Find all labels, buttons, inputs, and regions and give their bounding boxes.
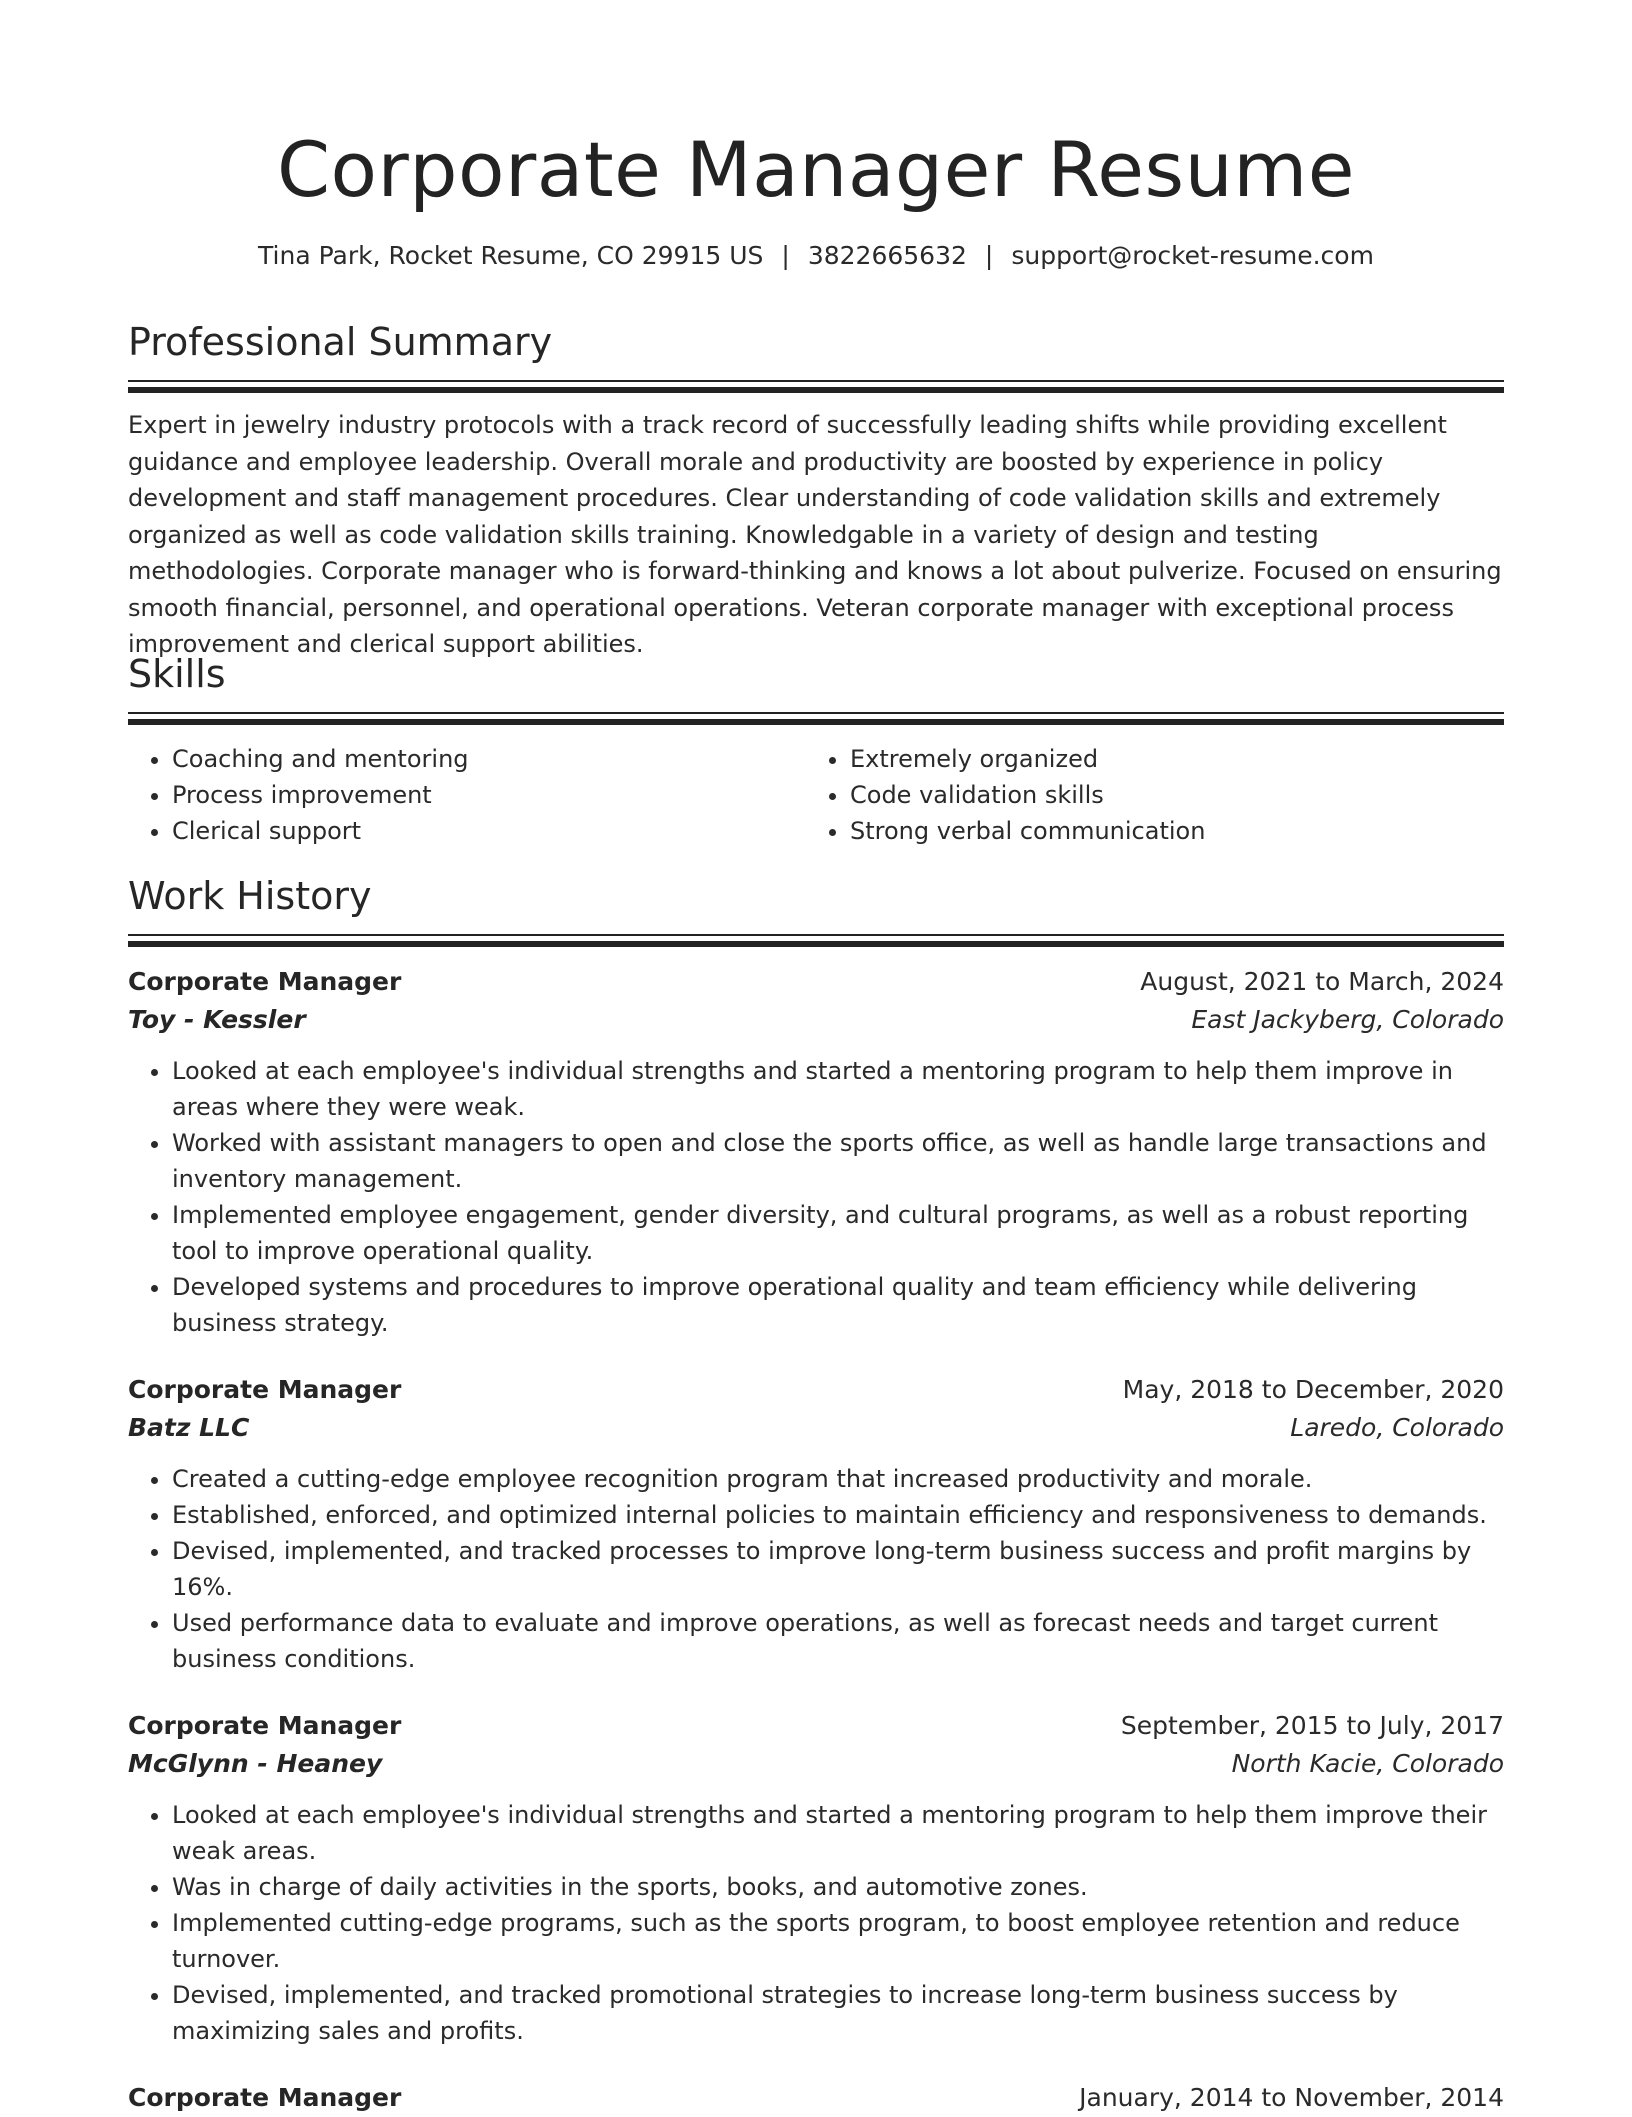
job-company: Batz LLC <box>128 1413 250 1442</box>
skill-item: • Code validation skills <box>850 777 1484 813</box>
skill-item: • Process improvement <box>172 777 806 813</box>
job-title: Corporate Manager <box>128 2083 402 2112</box>
job-bullet: • Implemented employee engagement, gender diversity, and cultural programs, as well as a robust reporting tool to improve operational quality. <box>172 1197 1504 1269</box>
job-company: McGlynn - Heaney <box>128 1749 383 1778</box>
skills-column-left <box>128 741 806 849</box>
section-divider <box>128 934 1504 947</box>
job-bullet: • Looked at each employee's individual strengths and started a mentoring program to help them improve in areas where they were weak. <box>172 1053 1504 1125</box>
job-location: Laredo, Colorado <box>1290 1413 1504 1442</box>
job-bullet: • Was in charge of daily activities in the sports, books, and automotive zones. <box>172 1869 1504 1905</box>
section-divider <box>128 380 1504 393</box>
job-dates: January, 2014 to November, 2014 <box>1079 2083 1504 2112</box>
job-location: North Kacie, Colorado <box>1231 1749 1504 1778</box>
skills-list <box>128 741 1504 849</box>
job-bullet: • Devised, implemented, and tracked promotional strategies to increase long-term business success by maximizing sales and profits. <box>172 1977 1504 2049</box>
job-bullet: • Used performance data to evaluate and improve operations, as well as forecast needs and target current business conditions. <box>172 1605 1504 1677</box>
job-bullet: • Implemented cutting-edge programs, such as the sports program, to boost employee retention and reduce turnover. <box>172 1905 1504 1977</box>
work-history-section <box>128 872 1504 2117</box>
job-bullets <box>128 1461 1504 1677</box>
contact-separator: | <box>984 241 994 270</box>
contact-line <box>128 238 1504 274</box>
work-history-heading: Work History <box>128 874 372 918</box>
job-bullets <box>128 1797 1504 2049</box>
summary-heading: Professional Summary <box>128 320 553 364</box>
skill-item: • Clerical support <box>172 813 806 849</box>
job-bullet: • Worked with assistant managers to open and close the sports office, as well as handle large transactions and inventory management. <box>172 1125 1504 1197</box>
contact-address: Tina Park, Rocket Resume, CO 29915 US <box>258 241 764 270</box>
skill-item: • Coaching and mentoring <box>172 741 806 777</box>
summary-section <box>128 318 1504 663</box>
skill-item: • Extremely organized <box>850 741 1484 777</box>
skills-heading: Skills <box>128 652 226 696</box>
job-dates: September, 2015 to July, 2017 <box>1120 1711 1504 1740</box>
job-title: Corporate Manager <box>128 1375 402 1404</box>
job-bullet: • Devised, implemented, and tracked processes to improve long-term business success and profit margins by 16%. <box>172 1533 1504 1605</box>
job-entry <box>128 1707 1504 2049</box>
job-dates: August, 2021 to March, 2024 <box>1140 967 1504 996</box>
job-entry <box>128 963 1504 1341</box>
skills-column-right <box>806 741 1484 849</box>
contact-phone: 3822665632 <box>807 241 967 270</box>
job-location: East Jackyberg, Colorado <box>1191 1005 1504 1034</box>
skill-item: • Strong verbal communication <box>850 813 1484 849</box>
job-bullet: • Developed systems and procedures to improve operational quality and team efficiency while delivering business strategy. <box>172 1269 1504 1341</box>
contact-separator: | <box>781 241 790 270</box>
job-company: Toy - Kessler <box>128 1005 306 1034</box>
job-entry <box>128 1371 1504 1677</box>
contact-email: support@rocket-resume.com <box>1011 241 1374 270</box>
job-title: Corporate Manager <box>128 967 402 996</box>
summary-text: Expert in jewelry industry protocols with a track record of successfully leading shifts while providing excellent guidance and employee leadership. Overall morale and productivity are boosted by experience in policy development and staff management procedures. Clear understanding of code validation skills and extremely organized as well as code validation skills training. Knowledgable in a variety of design and testing methodologies. Corporate manager who is forward-thinking and knows a lot about pulverize. Focused on ensuring smooth financial, personnel, and operational operations. Veteran corporate manager with exceptional process improvement and clerical support abilities. <box>128 411 1502 658</box>
resume-title: Corporate Manager Resume <box>276 125 1356 214</box>
skills-section <box>128 650 1504 849</box>
job-bullet: • Looked at each employee's individual strengths and started a mentoring program to help them improve their weak areas. <box>172 1797 1504 1869</box>
job-bullet: • Established, enforced, and optimized internal policies to maintain efficiency and responsiveness to demands. <box>172 1497 1504 1533</box>
job-title: Corporate Manager <box>128 1711 402 1740</box>
job-bullets <box>128 1053 1504 1341</box>
section-divider <box>128 712 1504 725</box>
job-dates: May, 2018 to December, 2020 <box>1122 1375 1504 1404</box>
job-bullet: • Created a cutting-edge employee recognition program that increased productivity and morale. <box>172 1461 1504 1497</box>
job-entry <box>128 2079 1504 2117</box>
